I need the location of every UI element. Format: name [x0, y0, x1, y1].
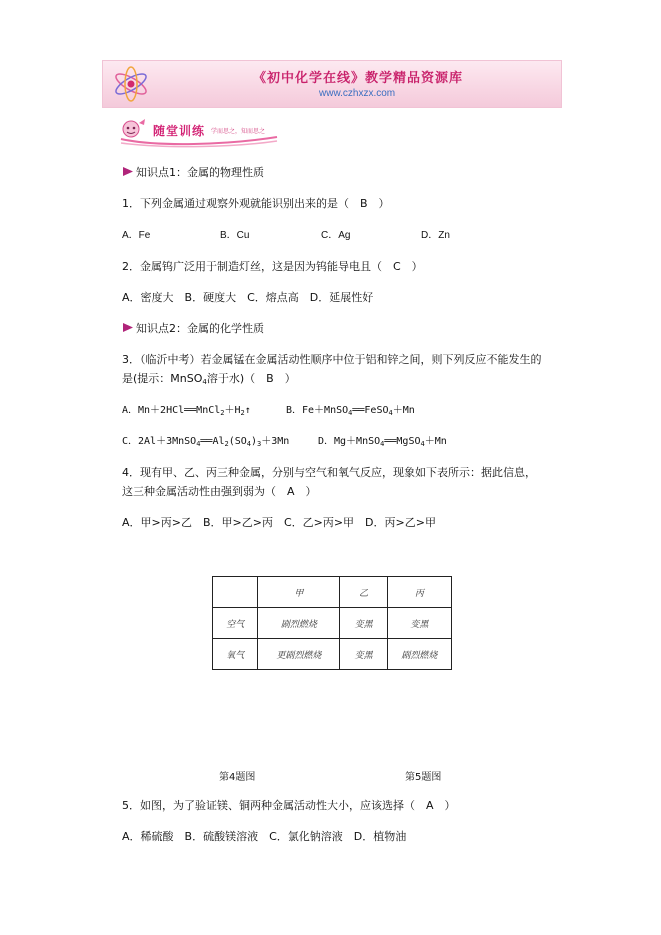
- table-cell: 更剧烈燃烧: [258, 639, 340, 670]
- section-sub: 学而思之，知而思之: [211, 128, 266, 135]
- q3-line2-post: 溶于水)（ B ）: [206, 372, 296, 385]
- table-cell: [213, 577, 258, 608]
- figure-5-caption: 第5题图: [405, 772, 442, 783]
- table-cell: 剧烈燃烧: [387, 639, 451, 670]
- table-cell: 甲: [258, 577, 340, 608]
- table-cell: 空气: [213, 608, 258, 639]
- figure-4-caption: 第4题图: [219, 772, 256, 783]
- q4-reaction-table: [212, 576, 452, 670]
- q1-option-b: B．Cu: [220, 230, 250, 241]
- q4-line2: 这三种金属活动性由强到弱为（ A ）: [122, 485, 317, 498]
- q3-option-d: D．Mg＋MnSO$_4$══MgSO$_4$＋Mn: [318, 436, 447, 448]
- q3-line2-pre: 是(提示：MnSO: [122, 372, 203, 385]
- q4-line1: 4．现有甲、乙、丙三种金属，分别与空气和氧气反应，现象如下表所示：据此信息，: [122, 466, 536, 479]
- table-row: [213, 577, 452, 608]
- knowledge-point-1: [122, 166, 264, 180]
- q1-option-c: C．Ag: [321, 230, 351, 241]
- q3-line1: 3．（临沂中考）若金属锰在金属活动性顺序中位于铝和锌之间，则下列反应不能发生的: [122, 353, 542, 366]
- section-label: 随堂训练: [153, 124, 206, 138]
- kp1-text: 知识点1：金属的物理性质: [136, 166, 264, 179]
- q3-option-b: B．Fe＋MnSO$_4$══FeSO$_4$＋Mn: [286, 405, 415, 417]
- table-cell: 剧烈燃烧: [258, 608, 340, 639]
- q3-line2: [122, 372, 296, 389]
- table-cell: 变黑: [387, 608, 451, 639]
- table-cell: 变黑: [340, 639, 387, 670]
- atom-logo-icon: [111, 64, 151, 104]
- play-triangle-icon: [122, 166, 134, 177]
- q2-stem: 2．金属钨广泛用于制造灯丝，这是因为钨能导电且（ C ）: [122, 260, 423, 273]
- q3-option-c: C．$2Al+3MnSO_4══Al_2(SO_4)_3+3Mn$: [122, 436, 290, 448]
- q4-options: A．甲>丙>乙 B．甲>乙>丙 C．乙>丙>甲 D．丙>乙>甲: [122, 516, 436, 529]
- table-cell: 氧气: [213, 639, 258, 670]
- table-cell: 丙: [387, 577, 451, 608]
- knowledge-point-2: [122, 322, 264, 336]
- banner-url: www.czhxzx.com: [319, 88, 396, 99]
- q5-stem: 5．如图，为了验证镁、铜两种金属活动性大小，应该选择（ A ）: [122, 799, 456, 812]
- table-cell: 乙: [340, 577, 387, 608]
- q5-options: A．稀硫酸 B．硫酸镁溶液 C．氯化钠溶液 D．植物油: [122, 830, 407, 843]
- q3-option-a: A．$Mn+2HCl══MnCl_2+H_2↑$: [122, 405, 251, 417]
- q1-option-d: D．Zn: [421, 230, 450, 241]
- kp2-text: 知识点2：金属的化学性质: [136, 322, 264, 335]
- table-row: [213, 608, 452, 639]
- q1-stem: 1．下列金属通过观察外观就能识别出来的是（ B ）: [122, 197, 390, 210]
- q3-line2-sub: 4: [202, 378, 207, 386]
- play-triangle-icon: [122, 322, 134, 333]
- section-header: [117, 117, 281, 149]
- q2-options: A．密度大 B．硬度大 C．熔点高 D．延展性好: [122, 291, 374, 304]
- header-banner: [102, 60, 562, 108]
- banner-title: 《初中化学在线》教学精品资源库: [253, 71, 464, 86]
- q1-option-a: A．Fe: [122, 230, 151, 241]
- table-cell: 变黑: [340, 608, 387, 639]
- table-row: [213, 639, 452, 670]
